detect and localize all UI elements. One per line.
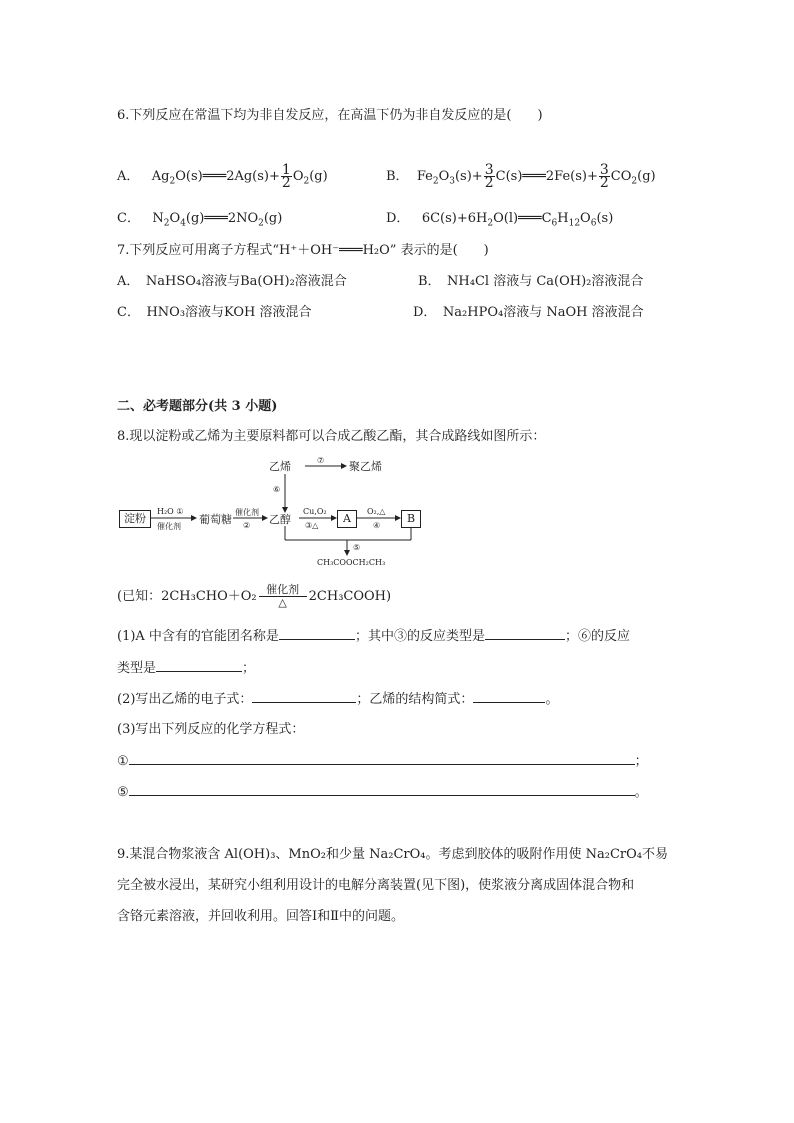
- q6-option-b: B． $Fe_2O_3(s)+$ $\frac{3}{2}$ C(s)═══2Fe(s)+ $\frac{3}{2}$ $CO_2(g)$: [386, 162, 656, 191]
- node-starch: 淀粉: [119, 510, 151, 528]
- synthesis-route-diagram: [117, 452, 417, 572]
- step-1-bottom: 催化剂: [157, 522, 181, 531]
- step-1-top: H₂O ①: [157, 507, 184, 516]
- step-7-label: ⑦: [317, 456, 325, 465]
- q8-part3: (3)写出下列反应的化学方程式：: [117, 722, 305, 737]
- node-b: B: [401, 510, 421, 528]
- answer-blank[interactable]: [279, 627, 355, 640]
- q7-option-d: D． Na₂HPO₄溶液与 NaOH 溶液混合: [413, 305, 644, 320]
- step-3-top: Cu,O₂: [303, 507, 327, 516]
- answer-blank[interactable]: [156, 659, 242, 672]
- node-ester: CH₃COOCH₂CH₃: [317, 558, 386, 567]
- q8-known-reaction: (已知：2CH₃CHO＋O₂ 催化剂 △ 2CH₃COOH): [117, 583, 392, 609]
- q8-answer-line-5: ⑤ 。: [117, 785, 648, 800]
- q8-stem: 8.现以淀粉或乙烯为主要原料都可以合成乙酸乙酯，其合成路线如图所示：: [117, 429, 546, 444]
- step-2-bottom: ②: [243, 521, 251, 530]
- q8-part2: (2)写出乙烯的电子式： ；乙烯的结构简式： 。: [117, 692, 559, 707]
- answer-blank[interactable]: [252, 690, 356, 703]
- q9-line-2: 完全被水浸出，某研究小组利用设计的电解分离装置(见下图)，使浆液分离成固体混合物和: [117, 878, 635, 893]
- q9-line-3: 含铬元素溶液，并回收利用。回答Ⅰ和Ⅱ中的问题。: [117, 909, 404, 924]
- q6-option-d: D． $6C(s)+6H_2O(l)═══C_6H_{12}O_6(s)$: [386, 211, 614, 229]
- q7-option-c: C． HNO₃溶液与KOH 溶液混合: [117, 305, 312, 320]
- q8-part1-cont: 类型是 ；: [117, 661, 256, 676]
- step-3-bottom: ③△: [305, 521, 319, 530]
- q6-option-a: A． $Ag_2O(s)═══2Ag(s)+$ $\frac{1}{2}$ $O_2(g)$: [117, 162, 328, 191]
- q8-answer-line-1: ① ；: [117, 754, 648, 769]
- q8-part1: (1)A 中含有的官能团名称是 ；其中③的反应类型是 ；⑥的反应: [117, 629, 630, 644]
- node-ethanol: 乙醇: [269, 513, 291, 526]
- node-ethylene: 乙烯: [269, 460, 291, 473]
- step-4-bottom: ④: [373, 521, 381, 530]
- q9-line-1: 9.某混合物浆液含 Al(OH)₃、MnO₂和少量 Na₂CrO₄。考虑到胶体的吸附作用使 Na₂CrO₄不易: [117, 847, 668, 862]
- catalyst-arrow: 催化剂 △: [259, 584, 307, 609]
- answer-blank[interactable]: [129, 783, 635, 796]
- fraction: $\frac{3}{2}$: [599, 162, 609, 191]
- q6-stem: 6.下列反应在常温下均为非自发反应，在高温下仍为非自发反应的是( ): [117, 108, 543, 123]
- section-title: 二、必考题部分(共 3 小题): [117, 399, 278, 414]
- q7-option-b: B． NH₄Cl 溶液与 Ca(OH)₂溶液混合: [418, 274, 644, 289]
- fraction: $\frac{1}{2}$: [281, 162, 291, 191]
- step-6-label: ⑥: [273, 485, 281, 494]
- node-glucose: 葡萄糖: [199, 513, 232, 526]
- fraction: $\frac{3}{2}$: [484, 162, 494, 191]
- node-a: A: [337, 510, 357, 528]
- step-5-label: ⑤: [353, 543, 361, 552]
- step-2-top: 催化剂: [235, 508, 259, 517]
- q7-option-a: A． NaHSO₄溶液与Ba(OH)₂溶液混合: [117, 274, 347, 289]
- answer-blank[interactable]: [129, 752, 635, 765]
- answer-blank[interactable]: [485, 627, 565, 640]
- q6-option-c: C． $N_2O_4(g)═══2NO_2(g)$: [117, 211, 283, 229]
- step-4-top: O₂,△: [367, 507, 386, 516]
- q7-stem: 7.下列反应可用离子方程式“H⁺＋OH⁻═══H₂O” 表示的是( ): [117, 243, 489, 258]
- node-polyethylene: 聚乙烯: [349, 460, 382, 473]
- answer-blank[interactable]: [473, 690, 545, 703]
